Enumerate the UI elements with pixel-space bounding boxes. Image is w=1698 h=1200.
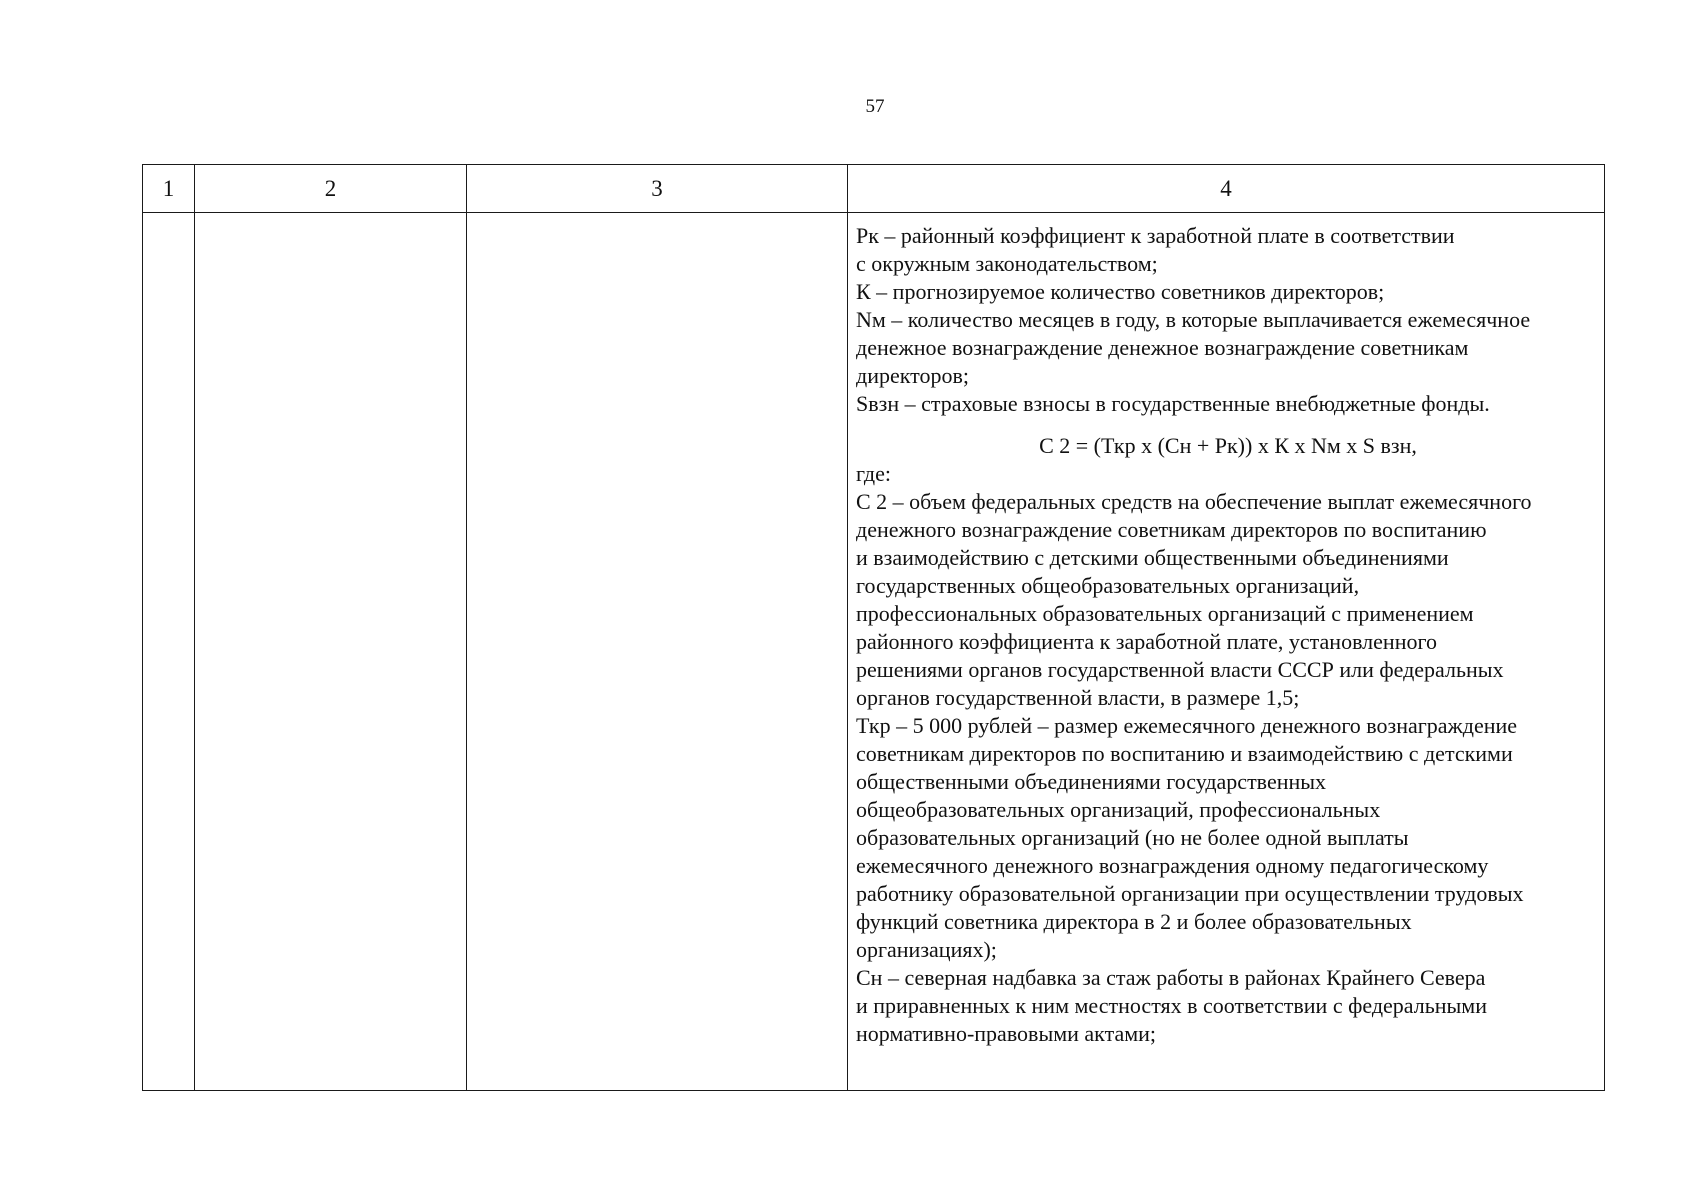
text-line: нормативно-правовыми актами;: [856, 1021, 1157, 1046]
text-line: организациях);: [856, 937, 997, 962]
column-header-4: 4: [848, 165, 1605, 213]
text-line: Ткр – 5 000 рублей – размер ежемесячного денежного вознаграждение: [856, 713, 1518, 738]
cell-column-1: [143, 213, 195, 1091]
text-line: С 2 – объем федеральных средств на обеспечение выплат ежемесячного: [856, 489, 1532, 514]
text-line: директоров;: [856, 363, 969, 388]
column-header-3: 3: [467, 165, 848, 213]
text-line: К – прогнозируемое количество советников директоров;: [856, 279, 1385, 304]
text-line: с окружным законодательством;: [856, 251, 1158, 276]
cell-column-2: [195, 213, 467, 1091]
table-row: [143, 213, 1605, 1091]
page-number: 57: [865, 96, 885, 117]
definitions-block-b: [856, 460, 1600, 1048]
text-line: денежное вознаграждение денежное вознаграждение советникам: [856, 335, 1469, 360]
text-line: государственных общеобразовательных организаций,: [856, 573, 1360, 598]
text-line: и приравненных к ним местностях в соответствии с федеральными: [856, 993, 1488, 1018]
text-line: решениями органов государственной власти СССР или федеральных: [856, 657, 1504, 682]
formula: С 2 = (Ткр х (Сн + Рк)) х К х Nм х S взн,: [1039, 433, 1417, 458]
text-line: Сн – северная надбавка за стаж работы в районах Крайнего Севера: [856, 965, 1486, 990]
text-line: Sвзн – страховые взносы в государственные внебюджетные фонды.: [856, 391, 1490, 416]
cell-column-4: [848, 213, 1605, 1091]
column-header-1: 1: [143, 165, 195, 213]
text-line: Nм – количество месяцев в году, в которые выплачивается ежемесячное: [856, 307, 1531, 332]
text-line: функций советника директора в 2 и более образовательных: [856, 909, 1412, 934]
text-line: профессиональных образовательных организаций с применением: [856, 601, 1474, 626]
text-line: советникам директоров по воспитанию и взаимодействию с детскими: [856, 741, 1513, 766]
text-line: и взаимодействию с детскими общественными объединениями: [856, 545, 1449, 570]
text-line: ежемесячного денежного вознаграждения одному педагогическому: [856, 853, 1489, 878]
text-line: где:: [856, 461, 891, 486]
text-line: общеобразовательных организаций, профессиональных: [856, 797, 1381, 822]
text-line: районного коэффициента к заработной плате, установленного: [856, 629, 1437, 654]
document-table: [142, 164, 1605, 1091]
cell-column-3: [467, 213, 848, 1091]
column-header-2: 2: [195, 165, 467, 213]
definitions-block-a: [856, 222, 1600, 418]
text-line: органов государственной власти, в размере 1,5;: [856, 685, 1300, 710]
table-header-row: [143, 165, 1605, 213]
text-line: денежного вознаграждение советникам директоров по воспитанию: [856, 517, 1487, 542]
text-line: Рк – районный коэффициент к заработной плате в соответствии: [856, 223, 1455, 248]
text-line: общественными объединениями государственных: [856, 769, 1327, 794]
text-line: работнику образовательной организации при осуществлении трудовых: [856, 881, 1524, 906]
text-line: образовательных организаций (но не более одной выплаты: [856, 825, 1409, 850]
